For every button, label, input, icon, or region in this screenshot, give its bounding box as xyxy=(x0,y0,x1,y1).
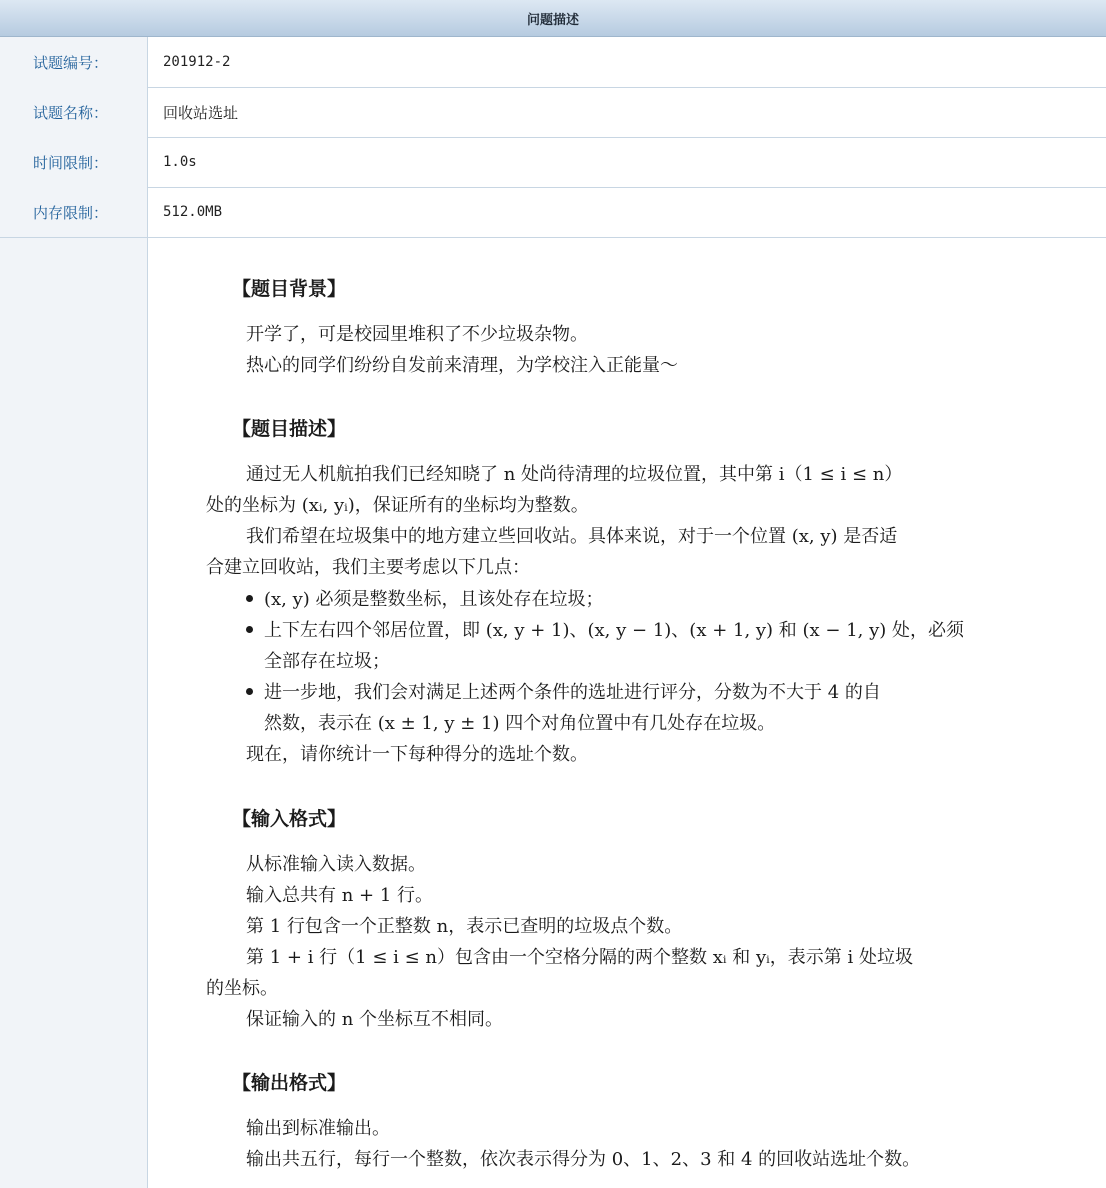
paragraph: 保证输入的 n 个坐标互不相同。 xyxy=(246,1009,504,1030)
info-value: 201912-2 xyxy=(163,54,231,70)
info-row-time xyxy=(0,137,1106,188)
paragraph: 第 1 行包含一个正整数 n，表示已查明的垃圾点个数。 xyxy=(246,916,683,937)
bullet-item xyxy=(246,616,964,642)
bullet-icon xyxy=(246,626,253,633)
paragraph: 我们希望在垃圾集中的地方建立些回收站。具体来说，对于一个位置 (x, y) 是否适 xyxy=(246,526,898,547)
bullet-text: 上下左右四个邻居位置，即 (x, y + 1)、(x, y − 1)、(x + 1, y) 和 (x − 1, y) 处，必须 xyxy=(264,620,965,641)
info-row-id xyxy=(0,37,1106,88)
info-value: 512.0MB xyxy=(163,204,223,220)
info-label: 内存限制： xyxy=(0,187,148,237)
header-bar xyxy=(0,0,1106,37)
section-title: 【题目描述】 xyxy=(232,418,347,440)
paragraph: 热心的同学们纷纷自发前来清理，为学校注入正能量～ xyxy=(246,355,678,376)
paragraph: 开学了，可是校园里堆积了不少垃圾杂物。 xyxy=(246,324,588,345)
section-title: 【输出格式】 xyxy=(232,1072,347,1094)
bullet-continuation: 然数，表示在 (x ± 1, y ± 1) 四个对角位置中有几处存在垃圾。 xyxy=(264,713,776,734)
info-label: 试题编号： xyxy=(0,37,148,87)
paragraph: 输入总共有 n + 1 行。 xyxy=(246,885,434,906)
problem-content-row xyxy=(0,238,1106,1188)
paragraph: 第 1 + i 行（1 ≤ i ≤ n）包含由一个空格分隔的两个整数 xᵢ 和 yᵢ，表示第 i 处垃圾 xyxy=(246,947,913,968)
problem-content xyxy=(148,238,1106,1188)
paragraph: 输出到标准输出。 xyxy=(246,1118,390,1139)
info-label: 时间限制： xyxy=(0,137,148,187)
paragraph: 处的坐标为 (xᵢ, yᵢ)，保证所有的坐标均为整数。 xyxy=(206,495,589,516)
header-title: 问题描述 xyxy=(526,12,579,28)
bullet-item xyxy=(246,585,604,611)
section-title: 【输入格式】 xyxy=(232,808,347,830)
info-value: 回收站选址 xyxy=(163,103,239,122)
info-row-name xyxy=(0,87,1106,138)
info-row-memory xyxy=(0,187,1106,238)
bullet-text: (x, y) 必须是整数坐标，且该处存在垃圾； xyxy=(264,589,604,610)
section-title: 【题目背景】 xyxy=(232,278,347,300)
bullet-item xyxy=(246,678,881,704)
info-label: 试题名称： xyxy=(0,87,148,137)
paragraph: 通过无人机航拍我们已经知晓了 n 处尚待清理的垃圾位置，其中第 i（1 ≤ i ≤ n） xyxy=(246,464,903,485)
paragraph: 现在，请你统计一下每种得分的选址个数。 xyxy=(246,744,588,765)
content-left-column xyxy=(0,238,148,1188)
paragraph: 从标准输入读入数据。 xyxy=(246,854,426,875)
info-value: 1.0s xyxy=(163,154,197,170)
paragraph: 的坐标。 xyxy=(206,978,278,999)
bullet-icon xyxy=(246,595,253,602)
paragraph: 输出共五行，每行一个整数，依次表示得分为 0、1、2、3 和 4 的回收站选址个数。 xyxy=(246,1149,921,1170)
bullet-text: 进一步地，我们会对满足上述两个条件的选址进行评分，分数为不大于 4 的自 xyxy=(264,682,881,703)
bullet-continuation: 全部存在垃圾； xyxy=(264,651,390,672)
paragraph: 合建立回收站，我们主要考虑以下几点： xyxy=(206,557,530,578)
bullet-icon xyxy=(246,688,253,695)
